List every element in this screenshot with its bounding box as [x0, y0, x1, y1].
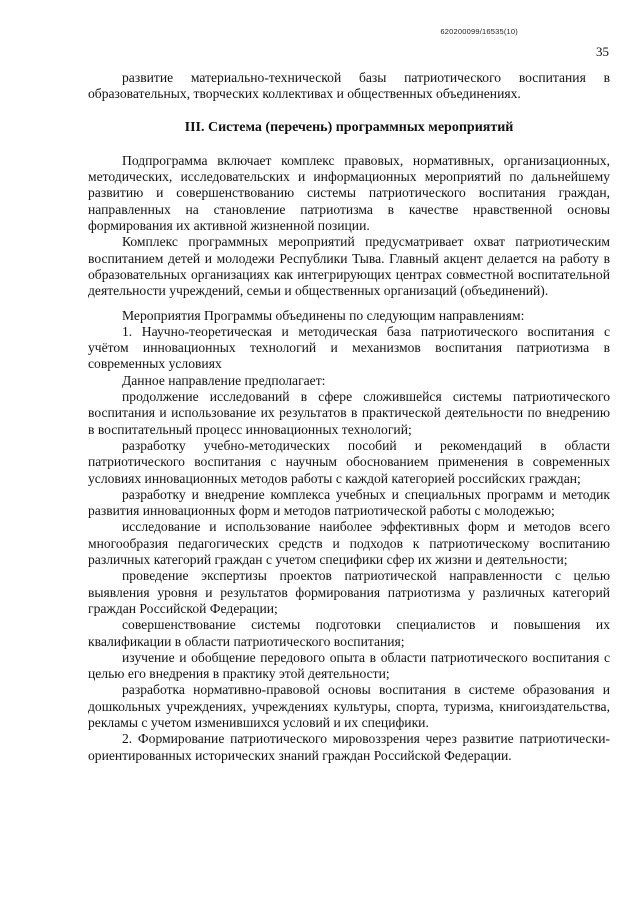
- list-item: разработку учебно-методических пособий и рекомендаций в области патриотического воспитания с научным обоснованием применения в современных условиях инновационных методов работы с каждой категорией российских граждан;: [88, 437, 610, 486]
- body-paragraph: Мероприятия Программы объединены по следующим направлениям:: [122, 307, 525, 323]
- direction-heading: 1. Научно-теоретическая и методическая база патриотического воспитания с учётом инновационных технологий и механизмов воспитания патриотизма в современных условиях: [88, 323, 610, 372]
- page-content: [88, 70, 610, 764]
- list-item: проведение экспертизы проектов патриотической направленности с целью выявления уровня и результатов формирования патриотизма у различных категорий граждан Российской Федерации;: [88, 568, 610, 616]
- document-id: 620200099/16535(10): [440, 27, 518, 36]
- section-heading: III. Система (перечень) программных мероприятий: [184, 119, 514, 135]
- list-item: совершенствование системы подготовки специалистов и повышения их квалификации в области патриотического воспитания;: [88, 617, 610, 649]
- body-paragraph: Комплекс программных мероприятий предусматривает охват патриотическим воспитанием детей и молодежи Республики Тыва. Главный акцент делается на работу в образовательных организациях как интегрирующих центрах совместной воспитательной деятельности учреждений, семьи и общественных организаций (объединений).: [88, 234, 610, 299]
- page-number: 35: [596, 44, 609, 59]
- body-paragraph: Данное направление предполагает:: [122, 372, 326, 388]
- list-item: исследование и использование наиболее эффективных форм и методов всего многообразия педагогических средств и подходов к патриотическому воспитанию различных категорий граждан с учетом специфики сфер их жизни и деятельности;: [88, 519, 610, 568]
- list-item: изучение и обобщение передового опыта в области патриотического воспитания с целью его внедрения в практику этой деятельности;: [88, 649, 610, 682]
- list-item: разработку и внедрение комплекса учебных и специальных программ и методик развития инновационных форм и методов патриотической работы с молодежью;: [88, 486, 610, 519]
- direction-heading: 2. Формирование патриотического мировоззрения через развитие патриотически-ориентированных исторических знаний граждан Российской Федерации.: [88, 731, 610, 763]
- list-item: продолжение исследований в сфере сложившейся системы патриотического воспитания и использование их результатов в практической деятельности по внедрению в воспитательный процесс инновационных технологий;: [88, 389, 610, 437]
- list-item: разработка нормативно-правовой основы воспитания в системе образования и дошкольных учреждениях, учреждениях культуры, спорта, туризма, книгоиздательства, рекламы с учетом изменившихся условий и их специфики.: [88, 682, 610, 730]
- intro-paragraph: развитие материально-технической базы патриотического воспитания в образовательных, творческих коллективах и общественных объединениях.: [88, 70, 610, 102]
- body-paragraph: Подпрограмма включает комплекс правовых, нормативных, организационных, методических, исследовательских и информационных мероприятий по дальнейшему развитию и совершенствованию системы патриотического воспитания граждан, направленных на становление патриотизма в качестве нравственной основы формирования их активной жизненной позиции.: [88, 152, 610, 234]
